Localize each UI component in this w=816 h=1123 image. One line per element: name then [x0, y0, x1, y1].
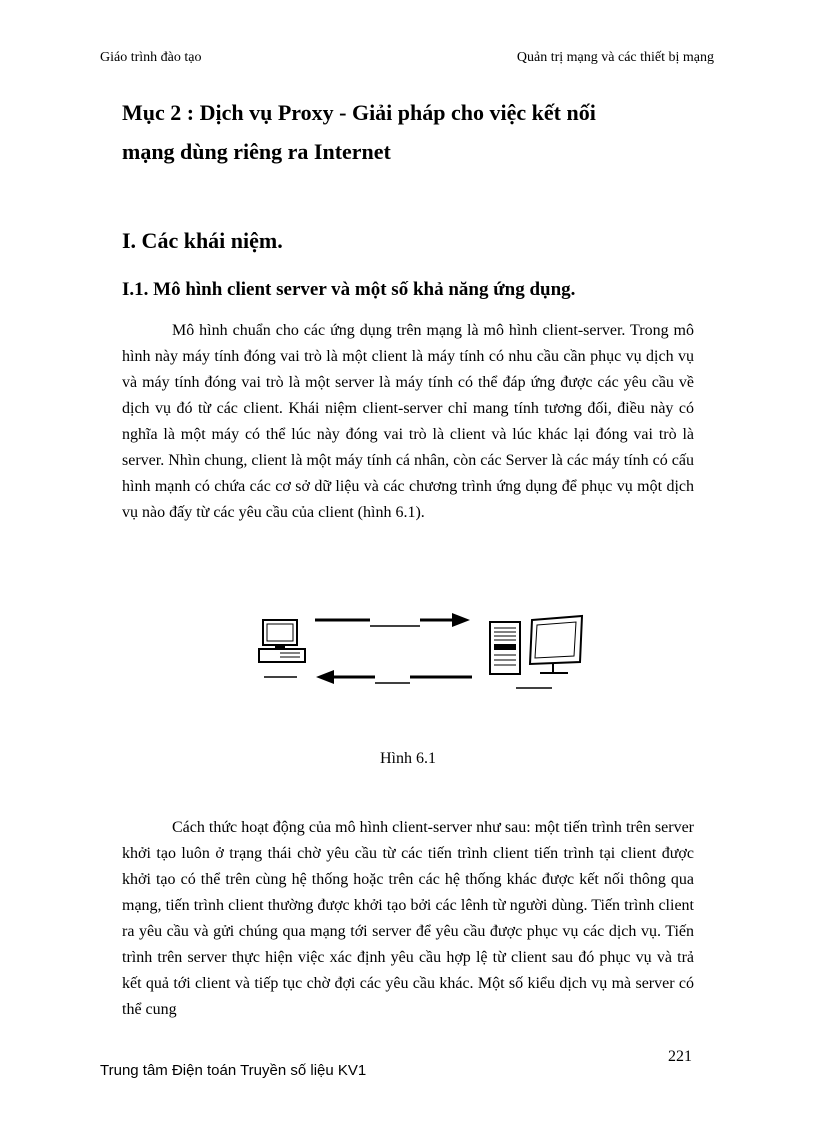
client-server-diagram: [250, 600, 590, 695]
paragraph-1-text: Mô hình chuẩn cho các ứng dụng trên mạng là mô hình client-server. Trong mô hình này máy tính đóng vai trò là một client là máy tính có nhu cầu cần phục vụ dịch vụ và máy tính đóng vai trò là một server là máy tính có thể đáp ứng được các yêu cầu về dịch vụ đó từ các client. Khái niệm client-server chỉ mang tính tương đối, điều này có nghĩa là một máy có thể lúc này đóng vai trò là client và lúc khác lại đóng vai trò là server. Nhìn chung, client là một máy tính cá nhân, còn các Server là các máy tính có cấu hình mạnh có chứa các cơ sở dữ liệu và các chương trình ứng dụng để phục vụ một dịch vụ nào đấy từ các yêu cầu của client (hình 6.1).: [122, 322, 694, 521]
monitor-icon: [530, 616, 582, 673]
subsection-heading: I.1. Mô hình client server và một số khả năng ứng dụng.: [122, 279, 576, 300]
section-heading: I. Các khái niệm.: [122, 228, 283, 253]
figure-caption: Hình 6.1: [380, 750, 436, 767]
request-arrow-icon: [315, 613, 470, 627]
page-number: 221: [668, 1048, 692, 1065]
header-right: Quản trị mạng và các thiết bị mạng: [516, 50, 714, 65]
paragraph-2-text: Cách thức hoạt động của mô hình client-server như sau: một tiến trình trên server khởi tạo luôn ở trạng thái chờ yêu cầu từ các tiến trình client tiến trình tại client được khởi tạo có thể trên cùng hệ thống hoặc trên các hệ thống khác được kết nối thông qua mạng, tiến trình client thường được khởi tạo bởi các lênh từ người dùng. Tiến trình client ra yêu cầu và gửi chúng qua mạng tới server để yêu cầu được phục vụ các dịch vụ. Tiến trình trên server thực hiện việc xác định yêu cầu hợp lệ từ client sau đó phục vụ và trả kết quả tới client và tiếp tục chờ đợi các yêu cầu khác. Một số kiểu dịch vụ mà server có thể cung: [122, 819, 694, 1018]
paragraph-1: [122, 318, 694, 526]
paragraph-2: [122, 815, 694, 1023]
response-arrow-icon: [316, 670, 472, 684]
client-computer-icon: [259, 620, 305, 677]
page-title-line-1: Mục 2 : Dịch vụ Proxy - Giải pháp cho việc kết nối: [122, 100, 596, 125]
header-left: Giáo trình đào tạo: [100, 50, 202, 65]
server-tower-icon: [490, 622, 520, 674]
page-title-line-2: mạng dùng riêng ra Internet: [122, 139, 391, 164]
footer-text: Trung tâm Điện toán Truyền số liệu KV1: [100, 1062, 367, 1079]
